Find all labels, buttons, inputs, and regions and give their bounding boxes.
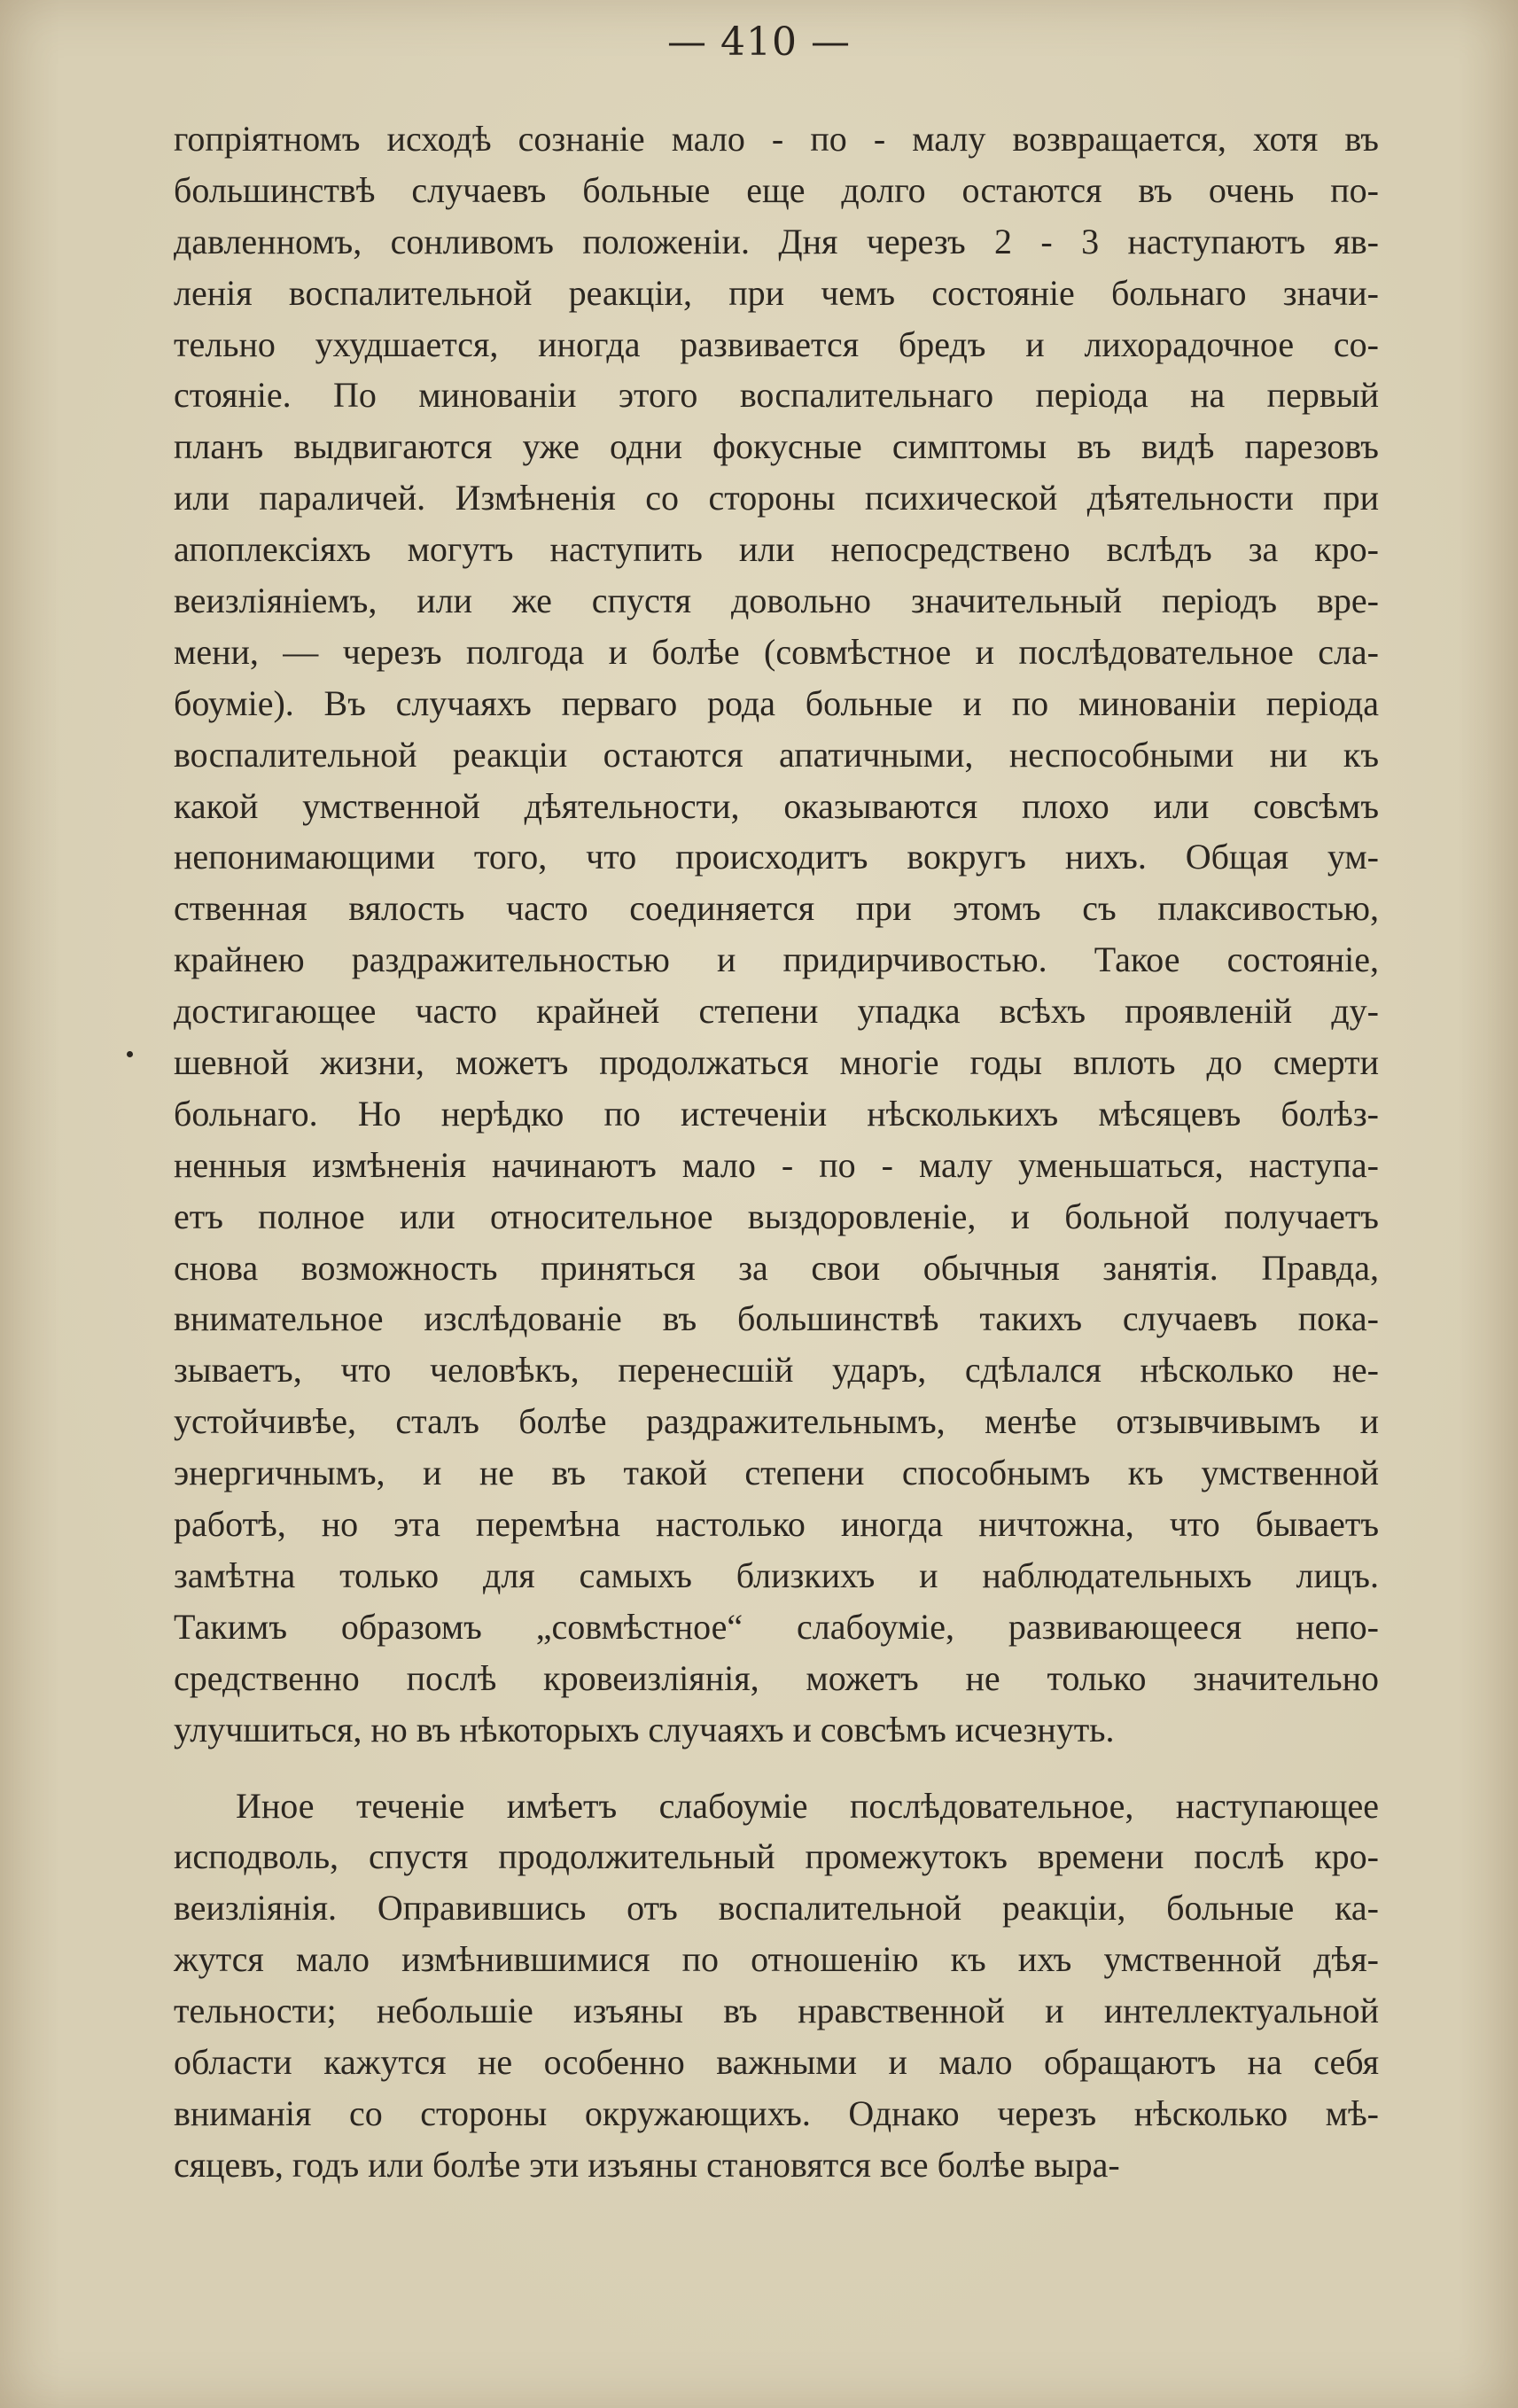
- text-line: работѣ, но эта перемѣна настолько иногда ничтожна, что бываетъ: [174, 1504, 1379, 1545]
- text-line: непонимающими того, что происходитъ вокругъ нихъ. Общая ум-: [174, 837, 1379, 877]
- text-line: какой умственной дѣятельности, оказываются плохо или совсѣмъ: [174, 785, 1379, 826]
- text-line: етъ полное или относительное выздоровленіе, и больной получаетъ: [174, 1196, 1379, 1236]
- text-line: снова возможность приняться за свои обычныя занятія. Правда,: [174, 1247, 1379, 1288]
- text-line: ственная вялость часто соединяется при этомъ съ плаксивостью,: [174, 888, 1379, 929]
- text-line: или параличей. Измѣненія со стороны психической дѣятельности при: [174, 478, 1379, 518]
- text-line: вниманія со стороны окружающихъ. Однако черезъ нѣсколько мѣ-: [174, 2092, 1379, 2133]
- text-line: больнаго. Но нерѣдко по истеченіи нѣсколькихъ мѣсяцевъ болѣз-: [174, 1093, 1379, 1134]
- text-line: замѣтна только для самыхъ близкихъ и наблюдательныхъ лицъ.: [174, 1555, 1379, 1595]
- body-text: [174, 113, 1379, 2191]
- text-line: тельности; небольшіе изъяны въ нравственной и интеллектуальной: [174, 1991, 1379, 2031]
- text-line: Такимъ образомъ „совмѣстное“ слабоумiе, развивающееся непо-: [174, 1606, 1379, 1647]
- text-line: ненныя измѣненія начинаютъ мало - по - малу уменьшаться, наступа-: [174, 1144, 1379, 1185]
- text-line: апоплексіяхъ могутъ наступить или непосредствено вслѣдъ за кро-: [174, 529, 1379, 570]
- text-line: веизліянія. Оправившись отъ воспалительной реакціи, больные ка-: [174, 1888, 1379, 1929]
- text-line: большинствѣ случаевъ больные еще долго остаются въ очень по-: [174, 169, 1379, 210]
- text-line: давленномъ, сонливомъ положеніи. Дня черезъ 2 - 3 наступаютъ яв-: [174, 221, 1379, 261]
- text-line: исподволь, спустя продолжительный промежутокъ времени послѣ кро-: [174, 1836, 1379, 1877]
- text-line: крайнею раздражительностью и придирчивостью. Такое состояніе,: [174, 939, 1379, 980]
- text-line: стояніе. По минованіи этого воспалительнаго періода на первый: [174, 375, 1379, 416]
- paragraph: [174, 113, 1379, 1756]
- text-line: области кажутся не особенно важными и мало обращаютъ на себя: [174, 2041, 1379, 2082]
- text-line: Иное теченіе имѣетъ слабоуміе послѣдовательное, наступающее: [236, 1785, 1379, 1826]
- text-line: энергичнымъ, и не въ такой степени способнымъ къ умственной: [174, 1453, 1379, 1493]
- paragraph-gap: [174, 1756, 1379, 1781]
- text-line: шевной жизни, можетъ продолжаться многіе годы вплоть до смерти: [174, 1042, 1379, 1083]
- text-line: мени, — черезъ полгода и болѣе (совмѣстное и послѣдовательное сла-: [174, 631, 1379, 672]
- text-line: сяцевъ, годъ или болѣе эти изъяны становятся все болѣе выра-: [174, 2144, 1120, 2185]
- text-line: тельно ухудшается, иногда развивается бредъ и лихорадочное со-: [174, 323, 1379, 364]
- margin-mark: [127, 1051, 133, 1057]
- text-line: зываетъ, что человѣкъ, перенесшій ударъ, сдѣлался нѣсколько не-: [174, 1350, 1379, 1391]
- text-line: жутся мало измѣнившимися по отношенію къ ихъ умственной дѣя-: [174, 1939, 1379, 1980]
- text-line: веизліяніемъ, или же спустя довольно значительный періодъ вре-: [174, 581, 1379, 621]
- text-line: планъ выдвигаются уже одни фокусные симптомы въ видѣ парезовъ: [174, 426, 1379, 467]
- paragraph: [174, 1781, 1379, 2191]
- text-line: гопріятномъ исходѣ сознаніе мало - по - малу возвращается, хотя въ: [174, 119, 1379, 159]
- text-line: улучшиться, но въ нѣкоторыхъ случаяхъ и совсѣмъ исчезнуть.: [174, 1709, 1115, 1750]
- text-line: средственно послѣ кровеизліянія, можетъ не только значительно: [174, 1657, 1379, 1698]
- page-number: — 410 —: [667, 19, 851, 65]
- text-line: боумiе). Въ случаяхъ перваго рода больные и по минованіи періода: [174, 682, 1379, 723]
- text-line: ленія воспалительной реакціи, при чемъ состояніе больнаго значи-: [174, 272, 1379, 313]
- text-line: достигающее часто крайней степени упадка всѣхъ проявленій ду-: [174, 991, 1379, 1032]
- text-line: внимательное изслѣдованіе въ большинствѣ такихъ случаевъ пока-: [174, 1298, 1379, 1339]
- text-line: устойчивѣе, сталъ болѣе раздражительнымъ, менѣе отзывчивымъ и: [174, 1401, 1379, 1442]
- text-line: воспалительной реакціи остаются апатичными, неспособными ни къ: [174, 734, 1379, 775]
